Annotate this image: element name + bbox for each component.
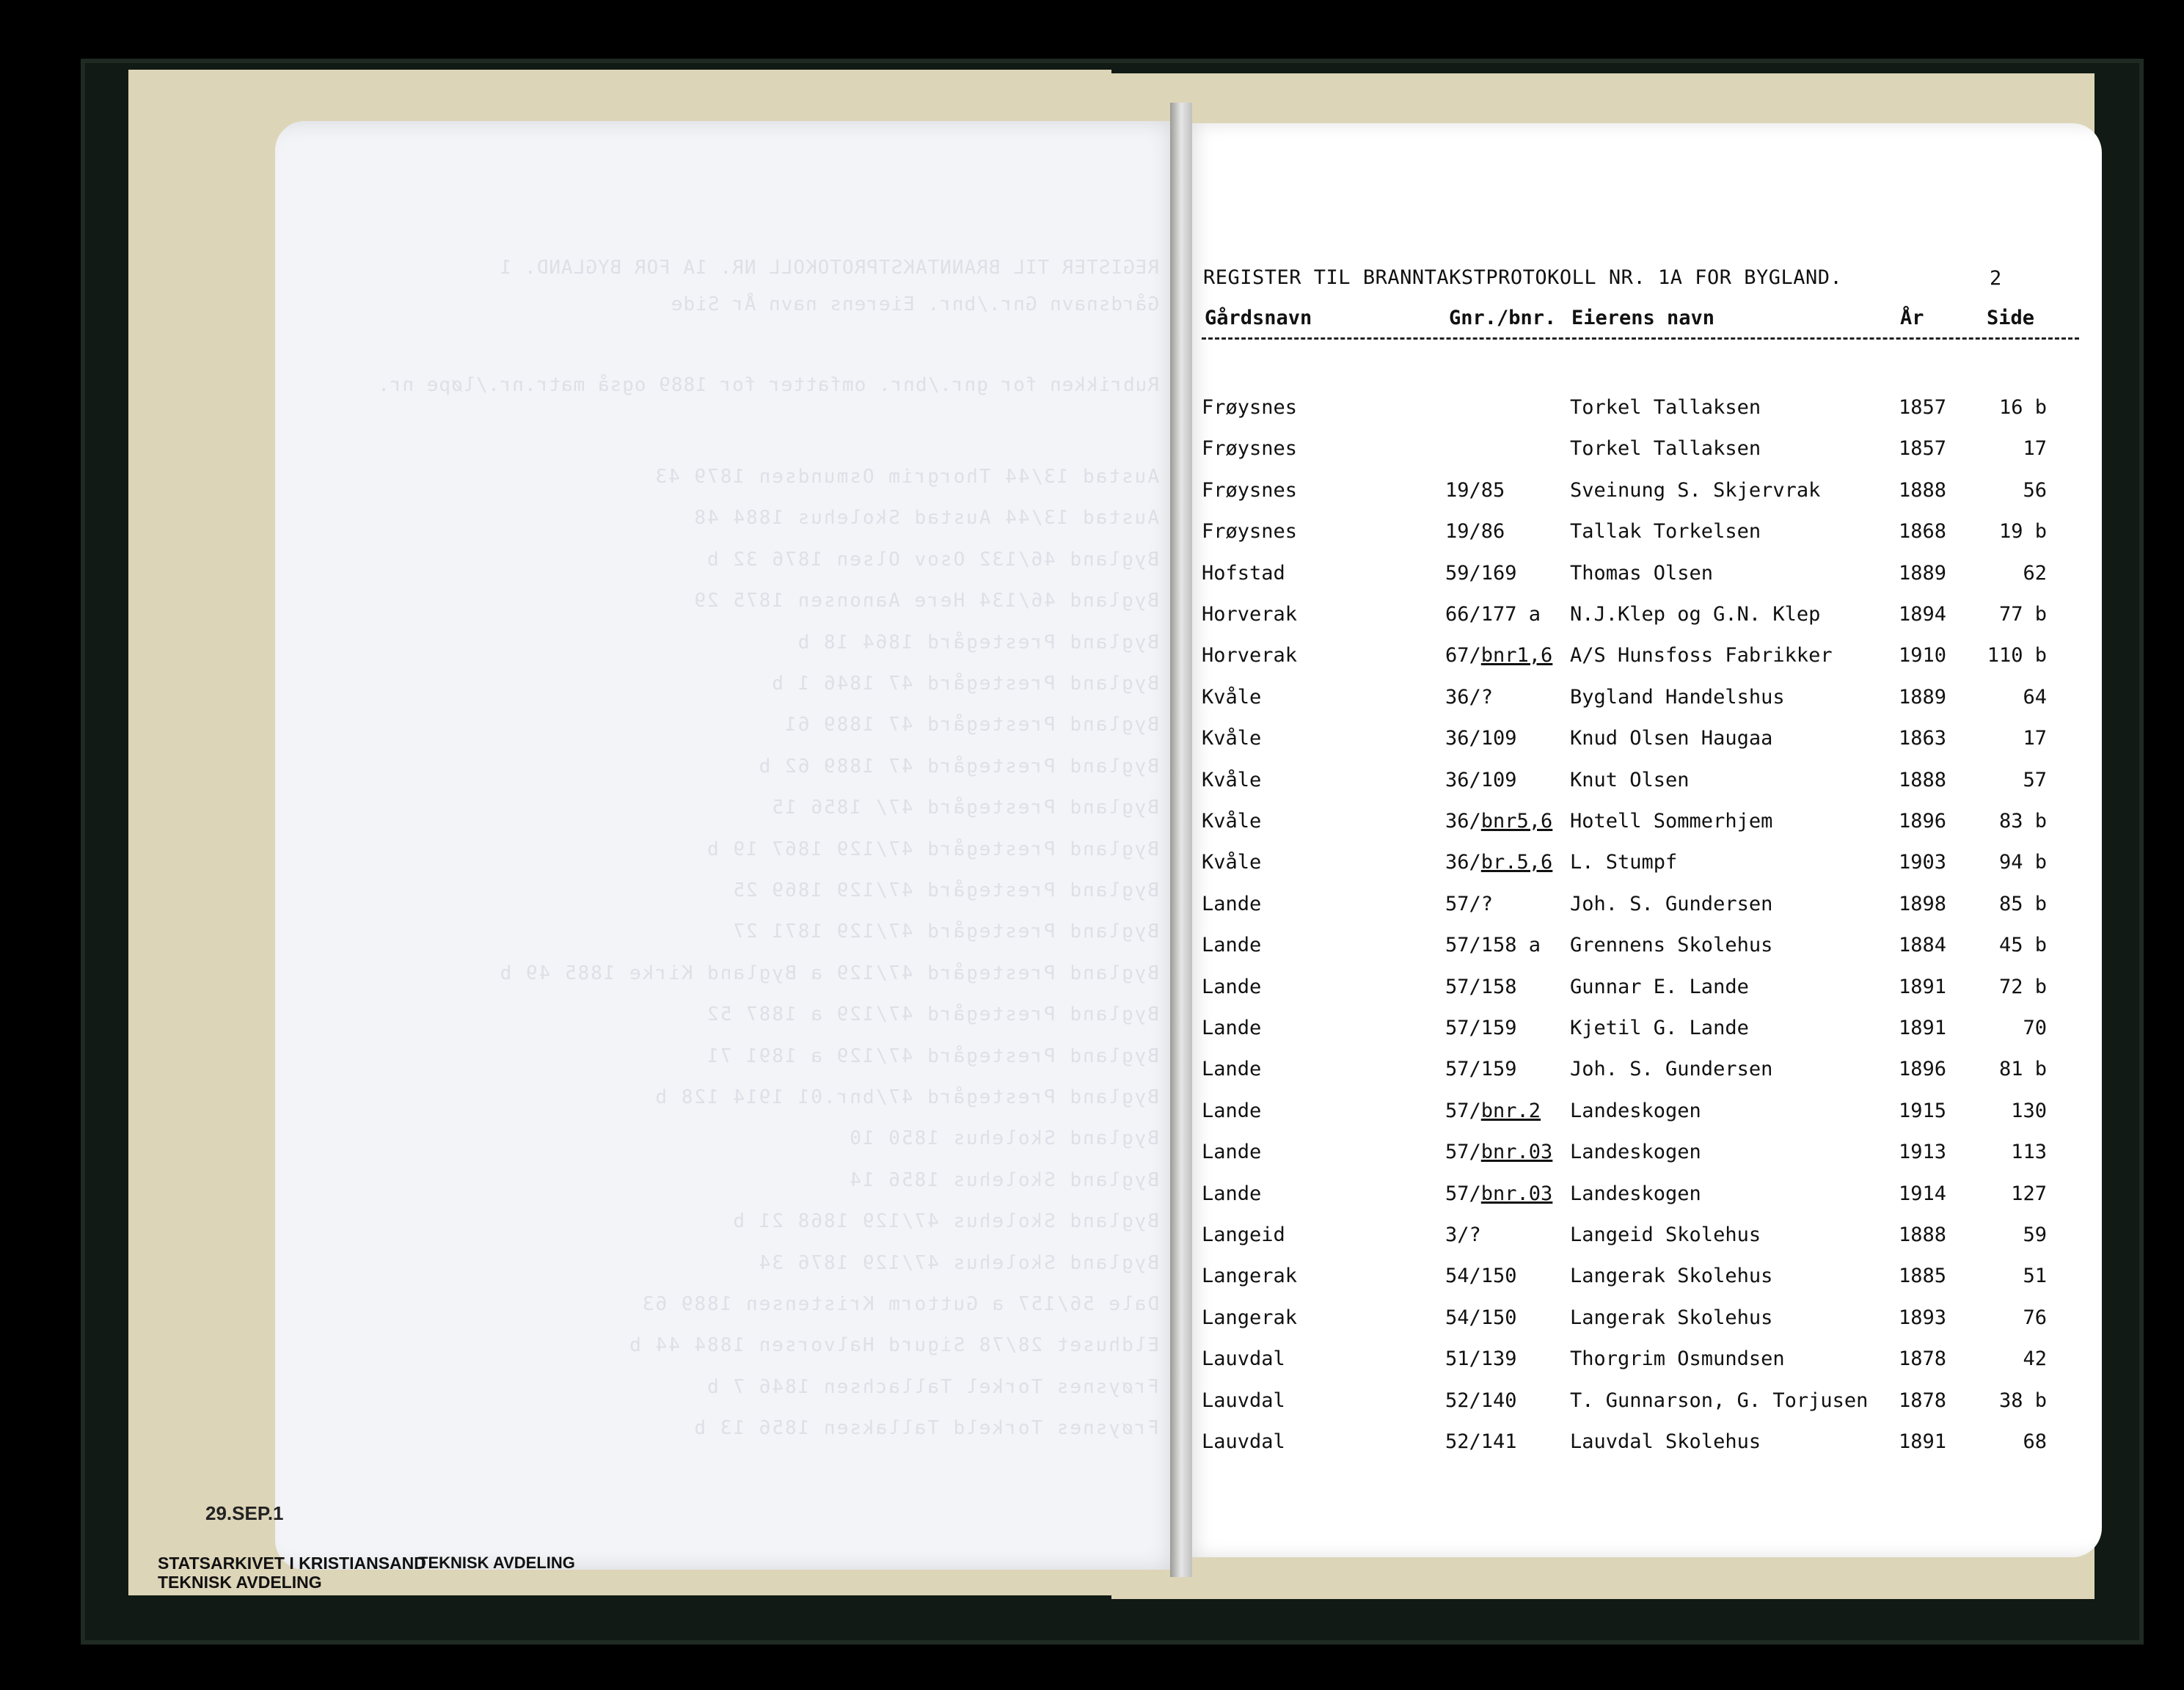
row-farm: Kvåle: [1202, 851, 1262, 874]
row-owner: Gunnar E. Lande: [1570, 975, 1749, 998]
row-year: 1910: [1899, 644, 1947, 667]
row-gnr: 19/86: [1445, 520, 1505, 544]
row-farm: Horverak: [1202, 603, 1298, 626]
column-header-farm: Gårdsnavn: [1205, 307, 1312, 329]
row-year: 1878: [1899, 1347, 1947, 1371]
row-year: 1888: [1899, 768, 1947, 791]
row-gnr: 57/bnr.03: [1445, 1141, 1553, 1164]
row-owner: Lauvdal Skolehus: [1570, 1430, 1761, 1453]
column-header-side: Side: [1987, 307, 2035, 329]
register-page: [1181, 123, 2102, 1557]
row-side: 85 b: [1998, 892, 2047, 915]
row-side: 110 b: [1987, 644, 2047, 667]
row-farm: Frøysnes: [1202, 520, 1298, 544]
row-farm: Lande: [1202, 1099, 1262, 1122]
row-year: 1891: [1899, 1017, 1947, 1039]
row-gnr: 36/109: [1445, 768, 1517, 791]
row-gnr: 57/bnr.2: [1445, 1099, 1541, 1122]
row-owner: Thorgrim Osmundsen: [1570, 1347, 1785, 1371]
row-year: 1863: [1899, 727, 1947, 750]
row-gnr: 66/177 a: [1445, 603, 1541, 626]
row-owner: Knut Olsen: [1570, 768, 1690, 791]
row-side: 127: [2011, 1182, 2047, 1205]
row-owner: Landeskogen: [1570, 1141, 1701, 1164]
row-year: 1878: [1899, 1389, 1947, 1412]
page-number: 2: [1990, 267, 2002, 290]
row-farm: Lande: [1202, 1141, 1262, 1164]
row-year: 1868: [1899, 520, 1947, 544]
row-gnr: 36/br.5,6: [1445, 851, 1553, 874]
row-owner: Kjetil G. Lande: [1570, 1017, 1749, 1039]
row-owner: N.J.Klep og G.N. Klep: [1570, 603, 1821, 626]
row-year: 1889: [1899, 685, 1947, 709]
row-side: 17: [2023, 437, 2047, 461]
row-year: 1896: [1899, 810, 1947, 833]
row-owner: Bygland Handelshus: [1570, 685, 1785, 709]
row-gnr: 57/159: [1445, 1017, 1517, 1039]
row-farm: Kvåle: [1202, 768, 1262, 791]
row-gnr: 54/150: [1445, 1265, 1517, 1288]
row-owner: Torkel Tallaksen: [1570, 396, 1761, 419]
archive-stamp-line2: TEKNISK AVDELING: [158, 1573, 322, 1592]
row-owner: Joh. S. Gundersen: [1570, 1058, 1773, 1081]
row-farm: Lande: [1202, 892, 1262, 915]
row-gnr: 57/?: [1445, 892, 1494, 915]
row-owner: Langeid Skolehus: [1570, 1223, 1761, 1246]
row-owner: Joh. S. Gundersen: [1570, 892, 1773, 915]
row-owner: Landeskogen: [1570, 1182, 1701, 1205]
row-side: 83 b: [1998, 810, 2047, 833]
row-owner: Tallak Torkelsen: [1570, 520, 1761, 544]
row-gnr: 3/?: [1445, 1223, 1481, 1246]
row-year: 1885: [1899, 1265, 1947, 1288]
row-side: 17: [2023, 727, 2047, 750]
row-farm: Frøysnes: [1202, 437, 1298, 461]
row-farm: Frøysnes: [1202, 396, 1298, 419]
row-owner: Knud Olsen Haugaa: [1570, 727, 1773, 750]
row-year: 1894: [1899, 603, 1947, 626]
row-side: 76: [2023, 1306, 2047, 1329]
row-year: 1857: [1899, 437, 1947, 461]
row-year: 1889: [1899, 561, 1947, 585]
row-gnr: 54/150: [1445, 1306, 1517, 1329]
row-year: 1898: [1899, 892, 1947, 915]
row-gnr: 36/bnr5,6: [1445, 810, 1553, 833]
row-year: 1884: [1899, 934, 1947, 957]
column-header-owner: Eierens navn: [1571, 307, 1715, 329]
row-owner: Langerak Skolehus: [1570, 1306, 1773, 1329]
department-stamp: TEKNISK AVDELING: [418, 1554, 575, 1572]
row-side: 70: [2023, 1017, 2047, 1039]
row-year: 1888: [1899, 478, 1947, 502]
row-gnr: 57/159: [1445, 1058, 1517, 1081]
column-header-year: År: [1900, 307, 1924, 329]
row-year: 1888: [1899, 1223, 1947, 1246]
row-side: 51: [2023, 1265, 2047, 1288]
row-farm: Kvåle: [1202, 727, 1262, 750]
row-farm: Horverak: [1202, 644, 1298, 667]
row-year: 1891: [1899, 975, 1947, 998]
row-side: 72 b: [1998, 975, 2047, 998]
date-stamp: 29.SEP.1: [205, 1502, 284, 1524]
row-gnr: 52/141: [1445, 1430, 1517, 1453]
row-owner: Thomas Olsen: [1570, 561, 1714, 585]
row-side: 38 b: [1998, 1389, 2047, 1412]
row-side: 68: [2023, 1430, 2047, 1453]
row-gnr: 57/158: [1445, 975, 1517, 998]
row-farm: Lauvdal: [1202, 1389, 1285, 1412]
row-owner: Sveinung S. Skjervrak: [1570, 478, 1821, 502]
row-side: 45 b: [1998, 934, 2047, 957]
row-owner: Grennens Skolehus: [1570, 934, 1773, 957]
row-gnr: 19/85: [1445, 478, 1505, 502]
row-gnr: 52/140: [1445, 1389, 1517, 1412]
row-year: 1914: [1899, 1182, 1947, 1205]
left-page: [275, 121, 1185, 1570]
archive-stamp-line1: STATSARKIVET I KRISTIANSAND: [158, 1554, 426, 1573]
row-side: 81 b: [1998, 1058, 2047, 1081]
row-year: 1891: [1899, 1430, 1947, 1453]
row-side: 16 b: [1998, 396, 2047, 419]
row-year: 1903: [1899, 851, 1947, 874]
row-side: 42: [2023, 1347, 2047, 1371]
row-year: 1896: [1899, 1058, 1947, 1081]
row-owner: Hotell Sommerhjem: [1570, 810, 1773, 833]
row-side: 130: [2011, 1099, 2047, 1122]
row-side: 94 b: [1998, 851, 2047, 874]
row-side: 56: [2023, 478, 2047, 502]
row-farm: Lande: [1202, 975, 1262, 998]
row-farm: Langeid: [1202, 1223, 1285, 1246]
row-farm: Frøysnes: [1202, 478, 1298, 502]
row-farm: Lauvdal: [1202, 1347, 1285, 1371]
row-farm: Langerak: [1202, 1265, 1298, 1288]
row-farm: Lande: [1202, 1058, 1262, 1081]
row-farm: Kvåle: [1202, 810, 1262, 833]
row-farm: Langerak: [1202, 1306, 1298, 1329]
row-owner: T. Gunnarson, G. Torjusen: [1570, 1389, 1869, 1412]
row-gnr: 57/bnr.03: [1445, 1182, 1553, 1205]
archive-stamp: [158, 1554, 426, 1592]
row-gnr: 36/?: [1445, 685, 1494, 709]
row-farm: Lande: [1202, 1017, 1262, 1039]
row-gnr: 67/bnr1,6: [1445, 644, 1553, 667]
row-farm: Hofstad: [1202, 561, 1285, 585]
row-owner: A/S Hunsfoss Fabrikker: [1570, 644, 1833, 667]
row-side: 57: [2023, 768, 2047, 791]
row-gnr: 51/139: [1445, 1347, 1517, 1371]
row-side: 62: [2023, 561, 2047, 585]
row-side: 19 b: [1998, 520, 2047, 544]
register-title: REGISTER TIL BRANNTAKSTPROTOKOLL NR. 1A FOR BYGLAND.: [1203, 266, 1843, 289]
row-side: 77 b: [1998, 603, 2047, 626]
row-gnr: 57/158 a: [1445, 934, 1541, 957]
row-side: 113: [2011, 1141, 2047, 1164]
column-header-gnr: Gnr./bnr.: [1449, 307, 1557, 329]
row-farm: Lande: [1202, 1182, 1262, 1205]
row-year: 1915: [1899, 1099, 1947, 1122]
row-year: 1857: [1899, 396, 1947, 419]
row-side: 59: [2023, 1223, 2047, 1246]
row-year: 1913: [1899, 1141, 1947, 1164]
row-owner: Landeskogen: [1570, 1099, 1701, 1122]
row-farm: Lauvdal: [1202, 1430, 1285, 1453]
row-gnr: 59/169: [1445, 561, 1517, 585]
row-farm: Kvåle: [1202, 685, 1262, 709]
row-gnr: 36/109: [1445, 727, 1517, 750]
row-owner: Torkel Tallaksen: [1570, 437, 1761, 461]
row-year: 1893: [1899, 1306, 1947, 1329]
row-side: 64: [2023, 685, 2047, 709]
row-owner: Langerak Skolehus: [1570, 1265, 1773, 1288]
row-farm: Lande: [1202, 934, 1262, 957]
row-owner: L. Stumpf: [1570, 851, 1678, 874]
header-rule: [1202, 337, 2079, 340]
